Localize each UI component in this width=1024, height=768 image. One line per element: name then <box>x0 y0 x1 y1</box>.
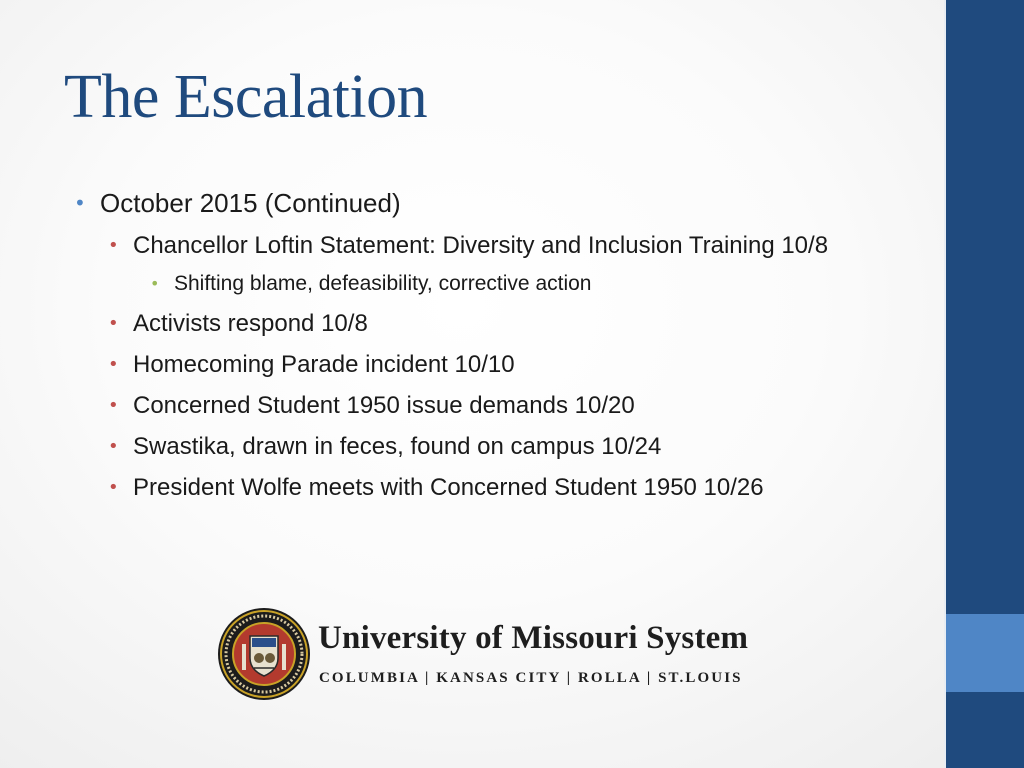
bullet-text: Chancellor Loftin Statement: Diversity and Inclusion Training 10/8 <box>133 232 829 259</box>
bullet-text: President Wolfe meets with Concerned Student 1950 10/26 <box>133 474 764 501</box>
university-seal-icon <box>216 606 312 702</box>
bullet-dot-icon: • <box>74 191 86 215</box>
slide-title: The Escalation <box>64 63 428 131</box>
bullet-item <box>108 310 368 338</box>
bullet-item <box>108 433 662 461</box>
bullet-item <box>150 272 592 296</box>
bullet-text: Concerned Student 1950 issue demands 10/20 <box>133 392 635 419</box>
logo-name: University of Missouri System <box>318 620 749 656</box>
bullet-dot-icon: • <box>108 477 119 498</box>
logo-campuses: COLUMBIA | KANSAS CITY | ROLLA | ST.LOUIS <box>319 670 743 686</box>
bullet-dot-icon: • <box>108 395 119 416</box>
side-bar-accent <box>946 614 1024 692</box>
bullet-text: October 2015 (Continued) <box>100 188 401 218</box>
university-logo <box>216 604 816 704</box>
bullet-dot-icon: • <box>108 313 119 334</box>
bullet-item <box>108 351 515 379</box>
bullet-dot-icon: • <box>150 274 160 293</box>
bullet-text: Homecoming Parade incident 10/10 <box>133 351 515 378</box>
bullet-text: Activists respond 10/8 <box>133 310 368 337</box>
bullet-dot-icon: • <box>108 354 119 375</box>
bullet-item <box>108 392 635 420</box>
bullet-item <box>108 474 764 502</box>
bullet-item <box>74 188 401 219</box>
bullet-text: Shifting blame, defeasibility, corrective action <box>174 272 592 295</box>
bullet-dot-icon: • <box>108 235 119 256</box>
bullet-item <box>108 232 829 260</box>
bullet-text: Swastika, drawn in feces, found on campus 10/24 <box>133 433 662 460</box>
bullet-dot-icon: • <box>108 436 119 457</box>
